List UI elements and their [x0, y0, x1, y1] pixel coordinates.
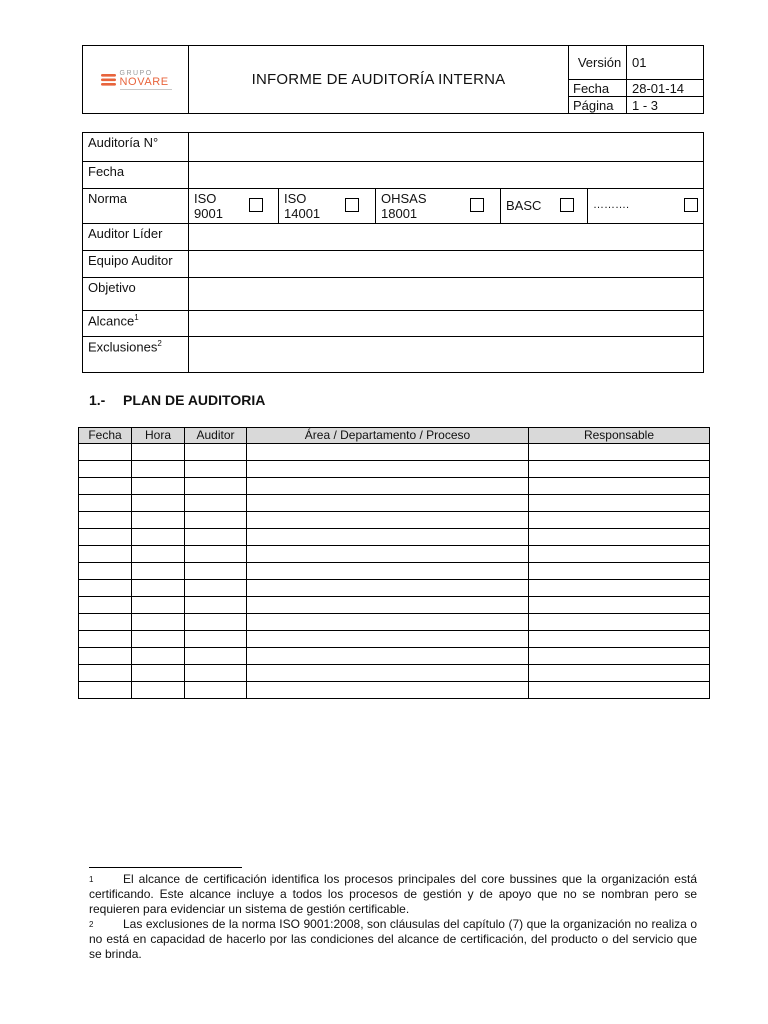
table-cell[interactable] [79, 529, 132, 546]
table-cell[interactable] [185, 546, 247, 563]
table-cell[interactable] [529, 580, 710, 597]
table-cell[interactable] [529, 648, 710, 665]
section-heading [89, 392, 265, 408]
table-cell[interactable] [529, 597, 710, 614]
col-header-time: Hora [132, 428, 185, 444]
exclusions-label: Exclusiones$^2$ [83, 337, 189, 373]
objective-field[interactable] [189, 278, 704, 311]
lead-auditor-field[interactable] [189, 224, 704, 251]
audit-plan-table [78, 427, 710, 699]
table-cell[interactable] [79, 631, 132, 648]
table-cell[interactable] [79, 682, 132, 699]
document-header [82, 45, 704, 114]
plan-body [79, 444, 710, 699]
table-cell[interactable] [529, 682, 710, 699]
table-cell[interactable] [529, 614, 710, 631]
table-row [79, 631, 710, 648]
section-number: 1.- [89, 392, 106, 408]
table-cell[interactable] [79, 512, 132, 529]
table-cell[interactable] [132, 529, 185, 546]
page-value: 1 - 3 [627, 97, 704, 114]
table-row [79, 444, 710, 461]
table-cell[interactable] [185, 665, 247, 682]
footnote-ref-1: 1 [134, 313, 139, 322]
table-cell[interactable] [247, 563, 529, 580]
col-header-auditor: Auditor [185, 428, 247, 444]
table-cell[interactable] [185, 682, 247, 699]
table-row [79, 648, 710, 665]
basc-checkbox[interactable] [560, 198, 574, 212]
norm-option-iso14001: ISO 14001 [279, 189, 376, 224]
col-header-date: Fecha [79, 428, 132, 444]
audit-team-field[interactable] [189, 251, 704, 278]
table-row [79, 478, 710, 495]
audit-number-field[interactable] [189, 133, 704, 162]
table-cell[interactable] [132, 444, 185, 461]
table-cell[interactable] [132, 478, 185, 495]
table-cell[interactable] [79, 478, 132, 495]
table-cell[interactable] [132, 631, 185, 648]
objective-label: Objetivo [83, 278, 189, 311]
footnote-2-text: Las exclusiones de la norma ISO 9001:2008, son cláusulas del capítulo (7) que la organización no realiza o no está en capacidad de hacerlo por las condiciones del alcance de certificación, del producto o del servicio que se brinda. [89, 917, 697, 961]
audit-number-label: Auditoría N° [83, 133, 189, 162]
table-row [79, 495, 710, 512]
scope-label: Alcance$^1$ [83, 311, 189, 337]
exclusions-field[interactable] [189, 337, 704, 373]
novare-logo [100, 69, 172, 90]
col-header-area: Área / Departamento / Proceso [247, 428, 529, 444]
table-cell[interactable] [185, 444, 247, 461]
table-cell[interactable] [132, 597, 185, 614]
table-cell[interactable] [247, 461, 529, 478]
table-cell[interactable] [247, 631, 529, 648]
date-label: Fecha [569, 80, 627, 97]
table-cell[interactable] [529, 461, 710, 478]
section-title: PLAN DE AUDITORIA [123, 392, 266, 408]
table-cell[interactable] [529, 631, 710, 648]
document-title: INFORME DE AUDITORÍA INTERNA [189, 46, 569, 114]
table-cell[interactable] [132, 512, 185, 529]
date-field-label: Fecha [83, 162, 189, 189]
table-cell[interactable] [247, 478, 529, 495]
table-cell[interactable] [185, 529, 247, 546]
table-cell[interactable] [529, 478, 710, 495]
audit-info-table [82, 132, 704, 373]
footnote-separator [89, 867, 242, 868]
table-cell[interactable] [529, 529, 710, 546]
page-label: Página [569, 97, 627, 114]
table-cell[interactable] [185, 478, 247, 495]
audit-team-label: Equipo Auditor [83, 251, 189, 278]
footnote-2-number: 2 [89, 920, 94, 929]
table-cell[interactable] [247, 546, 529, 563]
plan-header-row [79, 428, 710, 444]
table-row [79, 614, 710, 631]
table-cell[interactable] [132, 546, 185, 563]
table-cell[interactable] [247, 665, 529, 682]
date-field[interactable] [189, 162, 704, 189]
table-cell[interactable] [247, 597, 529, 614]
footnote-ref-2: 2 [157, 339, 162, 348]
table-cell[interactable] [79, 597, 132, 614]
table-cell[interactable] [185, 580, 247, 597]
table-cell[interactable] [529, 512, 710, 529]
table-cell[interactable] [132, 563, 185, 580]
table-cell[interactable] [132, 648, 185, 665]
table-cell[interactable] [247, 529, 529, 546]
logo-text-brand: NOVARE [119, 76, 169, 88]
table-cell[interactable] [185, 495, 247, 512]
version-value: 01 [627, 46, 704, 80]
logo-icon [100, 73, 117, 87]
table-cell[interactable] [529, 495, 710, 512]
norm-option-basc: BASC [501, 189, 588, 224]
lead-auditor-label: Auditor Líder [83, 224, 189, 251]
table-row [79, 529, 710, 546]
table-cell[interactable] [79, 444, 132, 461]
table-cell[interactable] [247, 580, 529, 597]
table-row [79, 563, 710, 580]
table-cell[interactable] [247, 444, 529, 461]
iso14001-checkbox[interactable] [345, 198, 359, 212]
footnote-1-number: 1 [89, 875, 94, 884]
ohsas18001-checkbox[interactable] [470, 198, 484, 212]
table-cell[interactable] [79, 563, 132, 580]
footnote-1 [89, 872, 697, 917]
logo-cell [83, 46, 189, 114]
table-cell[interactable] [79, 495, 132, 512]
table-cell[interactable] [529, 444, 710, 461]
table-cell[interactable] [132, 614, 185, 631]
col-header-responsible: Responsable [529, 428, 710, 444]
date-value: 28-01-14 [627, 80, 704, 97]
table-cell[interactable] [247, 512, 529, 529]
footnote-1-text: El alcance de certificación identifica los procesos principales del core bussines que la organización está certificando. Este alcance incluye a todos los procesos de gestión y de apoyo que no se nombran pero se requieren para evidenciar un sistema de gestión certificable. [89, 872, 697, 916]
table-row [79, 512, 710, 529]
table-cell[interactable] [185, 648, 247, 665]
table-cell[interactable] [79, 580, 132, 597]
table-cell[interactable] [132, 665, 185, 682]
table-cell[interactable] [185, 563, 247, 580]
table-row [79, 665, 710, 682]
table-cell[interactable] [529, 546, 710, 563]
table-cell[interactable] [185, 461, 247, 478]
norm-option-other: ………. [588, 189, 704, 224]
table-row [79, 580, 710, 597]
logo-text-top: GRUPO [119, 70, 153, 77]
table-cell[interactable] [132, 682, 185, 699]
table-cell[interactable] [132, 461, 185, 478]
table-cell[interactable] [185, 631, 247, 648]
norm-option-ohsas18001: OHSAS 18001 [376, 189, 501, 224]
table-row [79, 682, 710, 699]
other-norm-checkbox[interactable] [684, 198, 698, 212]
table-cell[interactable] [185, 512, 247, 529]
table-cell[interactable] [79, 461, 132, 478]
norm-option-iso9001: ISO 9001 [189, 189, 279, 224]
table-cell[interactable] [79, 546, 132, 563]
table-cell[interactable] [529, 563, 710, 580]
norm-label: Norma [83, 189, 189, 224]
iso9001-checkbox[interactable] [249, 198, 263, 212]
table-row [79, 597, 710, 614]
table-cell[interactable] [79, 614, 132, 631]
table-cell[interactable] [185, 614, 247, 631]
table-cell[interactable] [529, 665, 710, 682]
table-row [79, 546, 710, 563]
scope-field[interactable] [189, 311, 704, 337]
table-cell[interactable] [132, 580, 185, 597]
table-cell[interactable] [247, 495, 529, 512]
footnote-2 [89, 917, 697, 962]
table-cell[interactable] [185, 597, 247, 614]
table-cell[interactable] [247, 682, 529, 699]
table-cell[interactable] [79, 665, 132, 682]
table-row [79, 461, 710, 478]
version-label: Versión [569, 46, 627, 80]
table-cell[interactable] [247, 614, 529, 631]
table-cell[interactable] [132, 495, 185, 512]
table-cell[interactable] [79, 648, 132, 665]
table-cell[interactable] [247, 648, 529, 665]
